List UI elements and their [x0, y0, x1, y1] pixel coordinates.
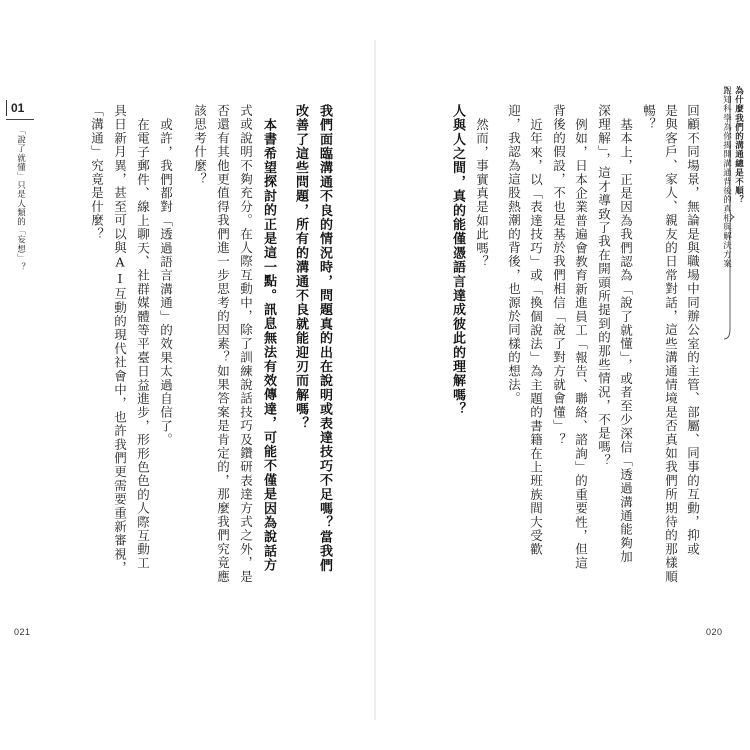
left-page-line-9: 具日新月異，甚至可以與AI互動的現代社會中，也許我們更需要重新審視，	[112, 104, 128, 575]
left-page-line-1: 我們面臨溝通不良的情況時，問題真的出在說明或表達技巧不足嗎？當我們	[317, 104, 332, 573]
left-page-line-10: 「溝通」究竟是什麼？	[89, 104, 105, 241]
running-head-right-line1: 為什麼我們的溝通總是不順？	[733, 86, 744, 205]
right-page-line-2: 是與客戶、家人、親友的日常對話，這些溝通情境是否真如我們所期待的那樣順	[663, 104, 679, 584]
page-number-left: 021	[14, 627, 31, 637]
left-page-line-6: 該思考什麼？	[192, 104, 208, 187]
chapter-rule	[6, 119, 34, 120]
left-page-line-2: 改善了這些問題，所有的溝通不良就能迎刃而解嗎？	[293, 104, 308, 431]
left-page-line-8: 在電子郵件、線上聊天、社群媒體等平臺日益進步，形形色色的人際互動工	[135, 118, 151, 571]
running-head-right-line2: 跟知科學為你揭開溝通背後的真相與解決方案	[721, 86, 732, 268]
right-page-line-4: 基本上，正是因為我們認為「說了就懂」，或者至少深信「透過溝通能夠加	[618, 118, 634, 564]
right-page-line-1: 回顧不同場景，無論是與職場中同辦公室的主管、部屬、同事的互動，抑或	[685, 104, 701, 557]
chapter-number: 01	[6, 100, 24, 116]
page-number-right: 020	[706, 627, 723, 637]
right-page-line-3: 暢？	[641, 104, 657, 132]
right-page-line-10: 然而，事實真是如此嗎？	[474, 118, 490, 269]
left-page-line-3: 本書希望探討的正是這一點。訊息無法有效傳達，可能不僅是因為說話方	[261, 118, 276, 573]
running-head-left: 「說了就懂」只是人類的「妄想」？	[15, 126, 26, 272]
right-page-line-9: 迎，我認為這股熱潮的背後，也源於同樣的想法。	[506, 104, 522, 406]
left-page-line-7: 或許，我們都對「透過語言溝通」的效果太過自信了。	[158, 118, 174, 447]
right-page-line-7: 背後的假設，不也是基於我們相信「說了對方就會懂」？	[551, 104, 567, 447]
right-page-line-5: 深理解」，這才導致了我在開頭所提到的那些情況，不是嗎？	[596, 104, 612, 468]
left-page-line-4: 式或說明不夠充分。在人際互動中，除了訓練說話技巧及鑽研表達方式之外，是	[238, 104, 254, 584]
right-page-line-11: 人與人之間，真的能僅憑語言達成彼此的理解嗎？	[450, 104, 465, 417]
left-page-line-5: 否還有其他更值得我們進一步思考的因素？如果答案是肯定的，那麼我們究竟應	[215, 104, 231, 584]
right-page-line-8: 近年來，以「表達技巧」或「換個說法」為主題的書籍在上班族間大受歡	[528, 118, 544, 557]
page-gutter	[374, 40, 376, 720]
right-page-line-6: 例如，日本企業普遍會教育新進員工「報告、聯絡、諮詢」的重要性，但這	[573, 118, 589, 571]
